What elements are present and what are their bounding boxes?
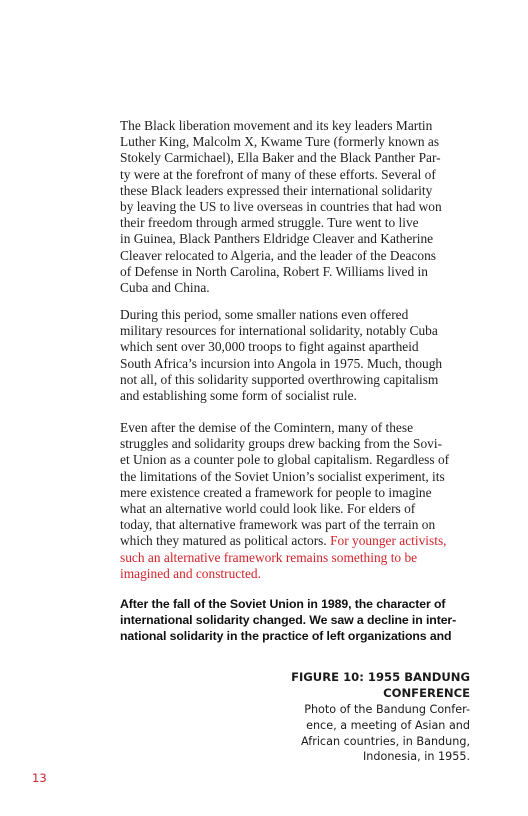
text-line: today, that alternative framework was part of the terrain on xyxy=(120,517,436,533)
figure-description-line: African countries, in Bandung, xyxy=(301,734,470,748)
figure-description xyxy=(270,702,470,765)
figure-title-line: FIGURE 10: 1955 BANDUNG xyxy=(291,670,470,684)
figure-description-line: Photo of the Bandung Confer- xyxy=(304,703,470,716)
text-line: what an alternative world could look like. For elders of xyxy=(120,501,416,517)
paragraph-black-liberation xyxy=(120,118,480,296)
text-line: Luther King, Malcolm X, Kwame Ture (formerly known as xyxy=(120,134,440,150)
text-line: South Africa’s incursion into Angola in 1975. Much, though xyxy=(120,355,443,371)
text-line: which sent over 30,000 troops to fight against apartheid xyxy=(120,339,419,355)
text-line: ty were at the forefront of many of these efforts. Several of xyxy=(120,166,436,182)
text-line: national solidarity in the practice of left organizations and xyxy=(120,629,452,644)
text-line: et Union as a counter pole to global capitalism. Regardless of xyxy=(120,452,450,468)
text-line: Cuba and China. xyxy=(120,280,210,296)
text-line: struggles and solidarity groups drew backing from the Sovi- xyxy=(120,436,443,452)
figure-title-line: CONFERENCE xyxy=(383,686,470,700)
figure-description-line: ence, a meeting of Asian and xyxy=(306,718,470,732)
text-line: Stokely Carmichael), Ella Baker and the Black Panther Par- xyxy=(120,150,441,166)
text-line: During this period, some smaller nations even offered xyxy=(120,307,409,322)
text-line: their freedom through armed struggle. Ture went to live xyxy=(120,215,419,231)
highlighted-text-line: such an alternative framework remains something to be xyxy=(120,549,418,565)
paragraph-comintern xyxy=(120,420,480,582)
text-line: mere existence created a framework for people to imagine xyxy=(120,484,432,500)
page-number: 13 xyxy=(32,771,47,785)
text-line: international solidarity changed. We saw a decline in inter- xyxy=(120,613,457,628)
paragraph-fall-of-soviet-union xyxy=(120,596,480,645)
text-line: of Defense in North Carolina, Robert F. Williams lived in xyxy=(120,263,428,279)
text-line: these Black leaders expressed their international solidarity xyxy=(120,182,433,198)
text-line: and establishing some form of socialist rule. xyxy=(120,388,357,404)
paragraph-military-resources xyxy=(120,307,480,404)
text-line: The Black liberation movement and its key leaders Martin xyxy=(120,118,433,133)
figure-title xyxy=(270,669,470,701)
text-line: in Guinea, Black Panthers Eldridge Cleaver and Katherine xyxy=(120,231,434,247)
text-line xyxy=(120,533,480,549)
text-segment: which they matured as political actors. xyxy=(120,533,331,549)
text-line: by leaving the US to live overseas in countries that had won xyxy=(120,199,442,215)
text-line: military resources for international solidarity, notably Cuba xyxy=(120,323,438,339)
text-line: Cleaver relocated to Algeria, and the leader of the Deacons xyxy=(120,247,437,263)
text-line: not all, of this solidarity supported overthrowing capitalism xyxy=(120,371,439,387)
figure-description-line: Indonesia, in 1955. xyxy=(363,750,470,764)
highlighted-text: For younger activists, xyxy=(330,533,447,549)
text-line: Even after the demise of the Comintern, many of these xyxy=(120,420,414,435)
highlighted-text-line: imagined and constructed. xyxy=(120,565,261,581)
figure-caption xyxy=(270,669,470,765)
text-line: the limitations of the Soviet Union’s socialist experiment, its xyxy=(120,468,445,484)
text-line: After the fall of the Soviet Union in 1989, the character of xyxy=(120,597,446,611)
